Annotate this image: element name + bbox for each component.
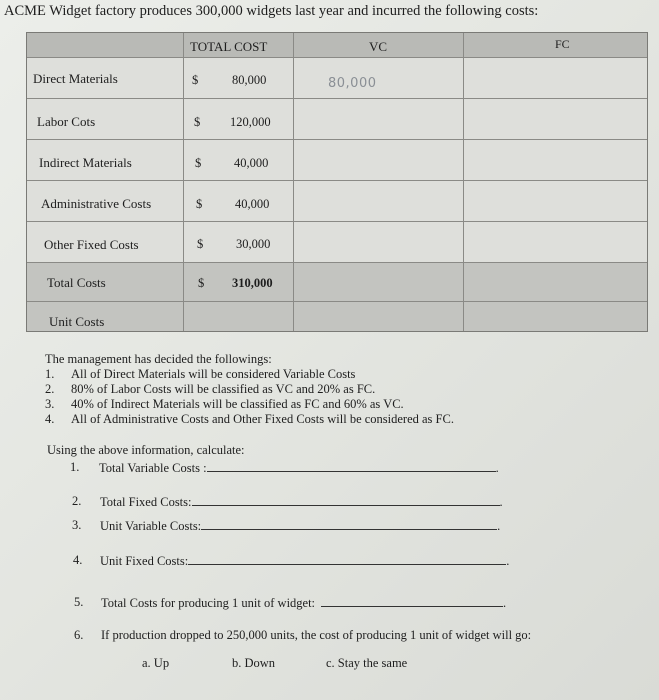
currency-symbol: $ (197, 237, 204, 251)
currency-symbol: $ (192, 73, 199, 87)
row-label: Indirect Materials (39, 155, 132, 170)
question-3 (100, 518, 500, 534)
header-total-cost: TOTAL COST (190, 39, 268, 54)
question-num: 5. (74, 595, 84, 609)
answer-period: . (506, 554, 510, 568)
header-fc: FC (555, 37, 570, 51)
management-item-num: 3. (45, 397, 55, 411)
total-cost-value: 120,000 (230, 115, 271, 129)
choice-same: c. Stay the same (326, 656, 408, 670)
grid-line (27, 139, 647, 140)
grid-line (27, 262, 647, 263)
question-text: Total Costs for producing 1 unit of widget: (101, 596, 316, 610)
question-6: If production dropped to 250,000 units, the cost of producing 1 unit of widget will go: (101, 628, 532, 642)
question-4 (100, 553, 509, 569)
question-1 (99, 460, 499, 476)
header-vc: VC (369, 39, 388, 54)
answer-period: . (497, 519, 501, 533)
handwritten-vc-value: 80,000 (328, 76, 377, 91)
management-intro: The management has decided the followings: (45, 352, 272, 366)
table-header-row (27, 33, 647, 57)
table-row (27, 99, 647, 139)
question-text: Total Variable Costs : (99, 461, 207, 475)
currency-symbol: $ (198, 276, 205, 290)
grid-line (27, 180, 647, 181)
total-cost-value: 40,000 (234, 156, 269, 170)
question-text: Unit Variable Costs: (100, 519, 202, 533)
table-row-unit (27, 302, 647, 331)
management-item: 40% of Indirect Materials will be classified as FC and 60% as VC. (71, 397, 404, 411)
question-num: 6. (74, 628, 84, 642)
currency-symbol: $ (196, 197, 203, 211)
currency-symbol: $ (195, 156, 202, 170)
question-5 (101, 595, 506, 611)
answer-line[interactable] (201, 518, 497, 530)
grid-line (293, 33, 294, 331)
row-label: Direct Materials (33, 71, 118, 86)
answer-period: . (503, 596, 507, 610)
question-2 (100, 494, 503, 510)
cost-table (26, 32, 648, 332)
row-label: Labor Cots (37, 114, 96, 129)
question-num: 3. (72, 518, 82, 532)
grid-line (27, 221, 647, 222)
grid-line (27, 57, 647, 58)
answer-period: . (499, 495, 503, 509)
grid-line (463, 33, 464, 331)
grid-line (27, 98, 647, 99)
total-cost-value: 310,000 (232, 276, 273, 290)
management-item-num: 2. (45, 382, 55, 396)
answer-line[interactable] (321, 595, 503, 607)
question-text: Unit Fixed Costs: (100, 554, 189, 568)
management-item-num: 1. (45, 367, 55, 381)
grid-line (27, 301, 647, 302)
table-row-total (27, 263, 647, 301)
currency-symbol: $ (194, 115, 201, 129)
total-cost-value: 80,000 (232, 73, 267, 87)
questions-intro: Using the above information, calculate: (47, 443, 245, 457)
management-item-num: 4. (45, 412, 55, 426)
management-item: 80% of Labor Costs will be classified as VC and 20% as FC. (71, 382, 376, 396)
row-label: Total Costs (47, 275, 106, 290)
management-item: All of Direct Materials will be considered Variable Costs (71, 367, 356, 381)
question-text: Total Fixed Costs: (100, 495, 192, 509)
management-item: All of Administrative Costs and Other Fixed Costs will be considered as FC. (71, 412, 454, 426)
row-label: Other Fixed Costs (44, 237, 139, 252)
row-label: Unit Costs (49, 314, 105, 329)
answer-line[interactable] (207, 460, 496, 472)
total-cost-value: 30,000 (236, 237, 271, 251)
total-cost-value: 40,000 (235, 197, 270, 211)
question-num: 2. (72, 494, 82, 508)
answer-line[interactable] (192, 494, 500, 506)
page-title: ACME Widget factory produces 300,000 widgets last year and incurred the following costs: (4, 3, 539, 19)
answer-period: . (495, 461, 499, 475)
row-label: Administrative Costs (41, 196, 152, 211)
question-num: 4. (73, 553, 83, 567)
answer-line[interactable] (188, 553, 506, 565)
grid-line (183, 33, 184, 331)
choice-down: b. Down (232, 656, 276, 670)
choice-up: a. Up (142, 656, 170, 670)
question-num: 1. (70, 460, 80, 474)
